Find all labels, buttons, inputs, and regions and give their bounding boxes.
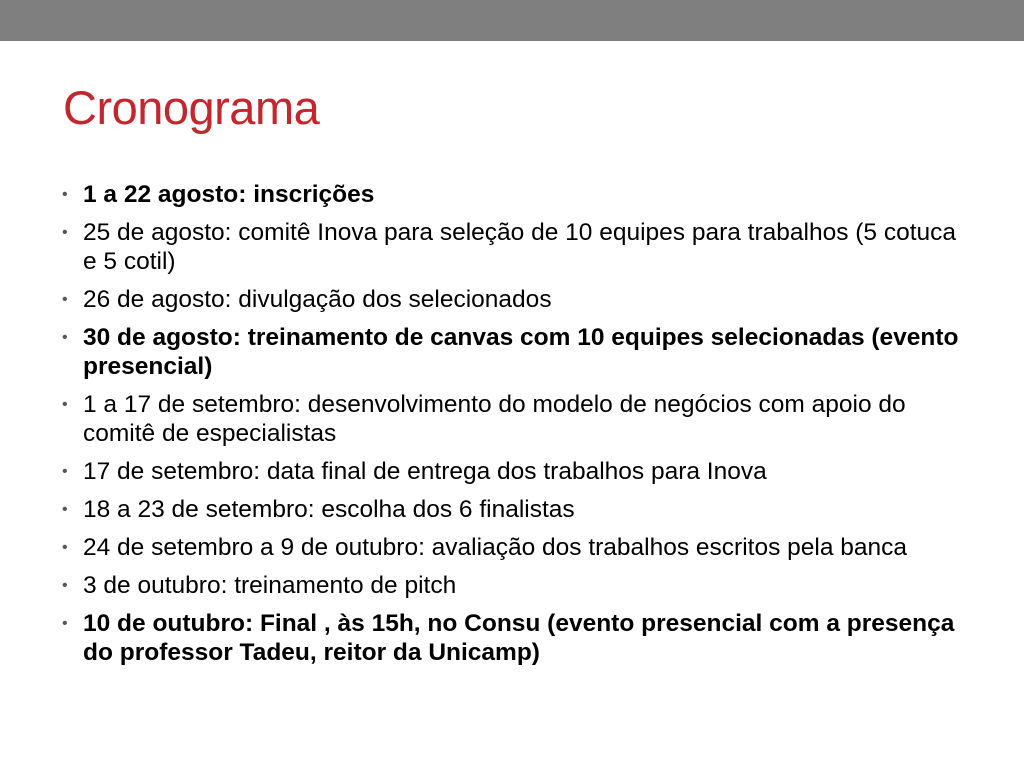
schedule-item-4 — [62, 323, 972, 381]
schedule-item-text: 26 de agosto: divulgação dos selecionados — [83, 286, 552, 313]
bullet-dot-icon: • — [62, 463, 68, 480]
bullet-dot-icon: • — [62, 577, 68, 594]
schedule-item-1 — [62, 180, 972, 209]
schedule-item-2 — [62, 218, 972, 276]
schedule-item-5 — [62, 390, 972, 448]
schedule-item-text: 10 de outubro: Final , às 15h, no Consu (evento presencial com a presença do professor Tadeu, reitor da Unicamp) — [83, 610, 955, 666]
bullet-dot-icon: • — [62, 501, 68, 518]
schedule-item-text: 18 a 23 de setembro: escolha dos 6 finalistas — [83, 496, 575, 523]
schedule-item-9 — [62, 571, 972, 600]
bullet-dot-icon: • — [62, 615, 68, 632]
slide-top-bar — [0, 0, 1024, 41]
schedule-item-text: 1 a 17 de setembro: desenvolvimento do modelo de negócios com apoio do comitê de especialistas — [83, 391, 906, 447]
schedule-item-text: 17 de setembro: data final de entrega dos trabalhos para Inova — [83, 458, 767, 485]
schedule-item-10 — [62, 609, 972, 667]
bullet-dot-icon: • — [62, 539, 68, 556]
bullet-dot-icon: • — [62, 396, 68, 413]
bullet-dot-icon: • — [62, 224, 68, 241]
schedule-item-text: 25 de agosto: comitê Inova para seleção de 10 equipes para trabalhos (5 cotuca e 5 cotil) — [83, 219, 957, 275]
bullet-dot-icon: • — [62, 291, 68, 308]
schedule-list — [62, 180, 972, 676]
bullet-dot-icon: • — [62, 329, 68, 346]
schedule-item-text: 1 a 22 agosto: inscrições — [83, 181, 375, 208]
schedule-item-7 — [62, 495, 972, 524]
schedule-item-6 — [62, 457, 972, 486]
bullet-dot-icon: • — [62, 186, 68, 203]
schedule-item-text: 24 de setembro a 9 de outubro: avaliação dos trabalhos escritos pela banca — [83, 534, 908, 561]
schedule-item-3 — [62, 285, 972, 314]
slide-title: Cronograma — [63, 81, 320, 134]
schedule-item-text: 3 de outubro: treinamento de pitch — [83, 572, 457, 599]
schedule-item-8 — [62, 533, 972, 562]
schedule-item-text: 30 de agosto: treinamento de canvas com 10 equipes selecionadas (evento presencial) — [83, 324, 959, 380]
